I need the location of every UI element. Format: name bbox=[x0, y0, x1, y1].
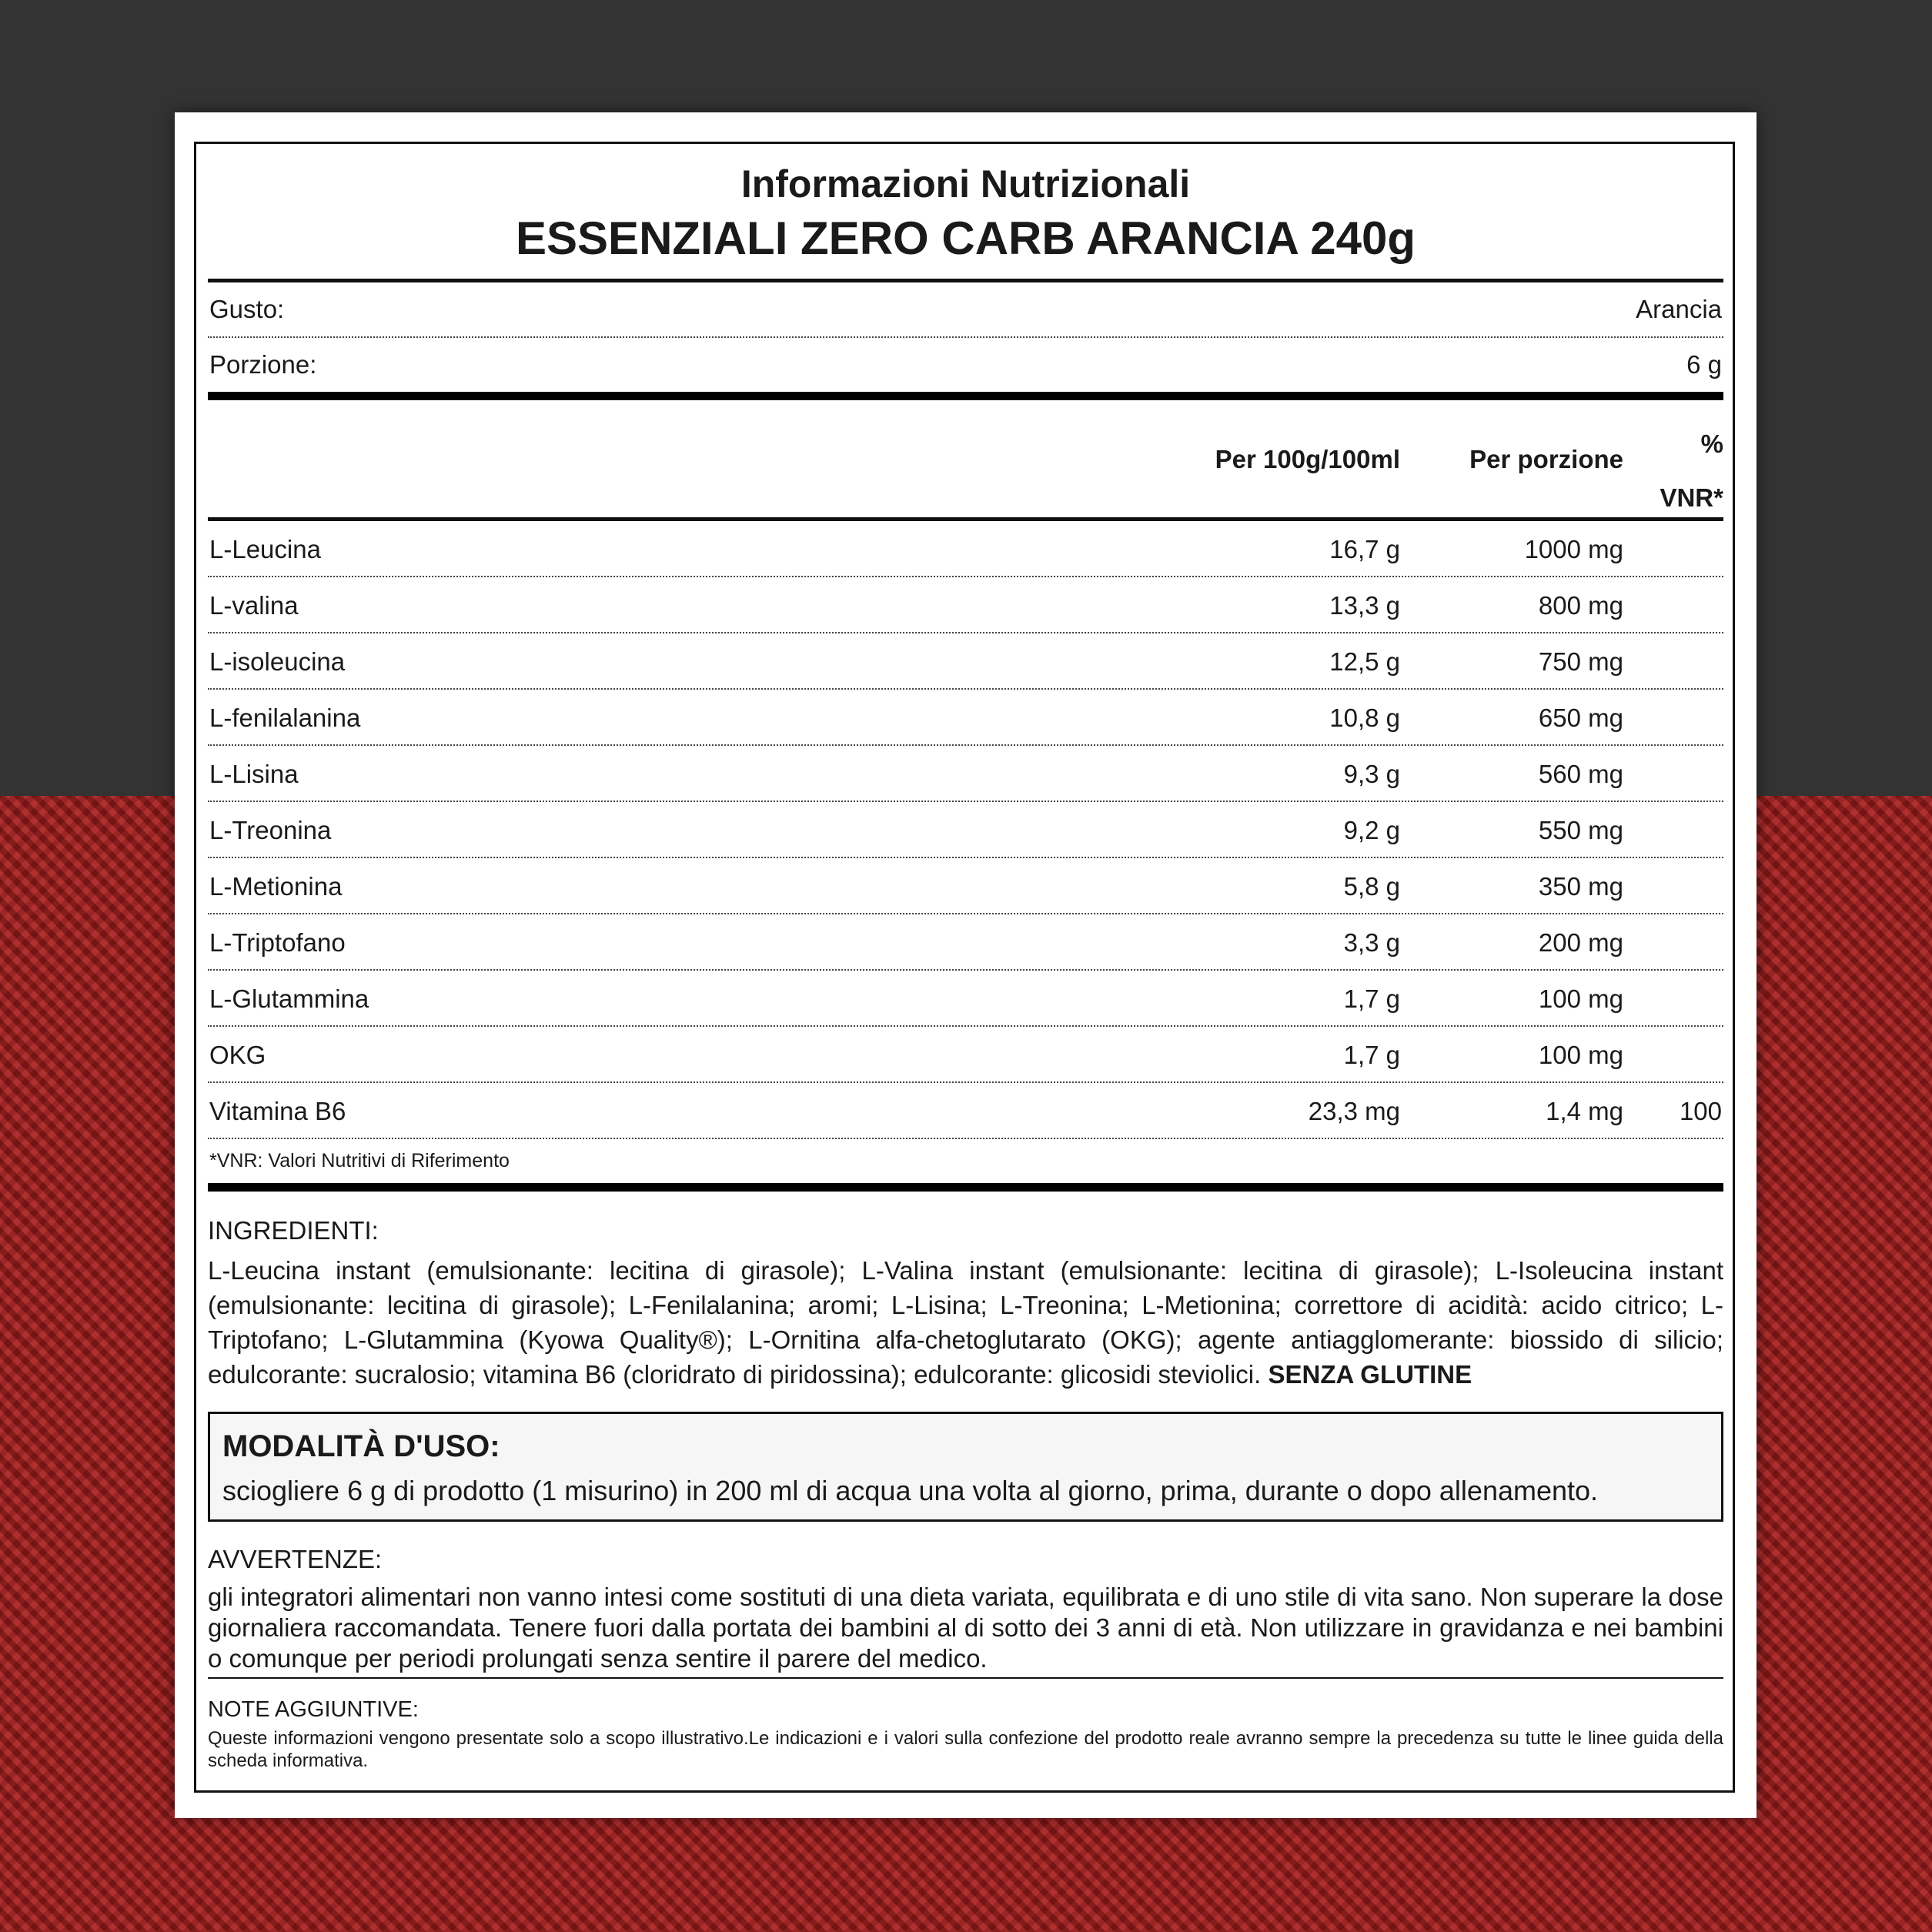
value-per100: 10,8 g bbox=[1329, 704, 1400, 732]
nutrient-name: L-Lisina bbox=[209, 760, 299, 788]
avvertenze-text: gli integratori alimentari non vanno intesi come sostituti di una dieta variata, equilibrata e di uno stile di vita sano. Non superare la dose giornaliera raccomandata. Tenere fuori dalla portata dei bambini al di sotto dei 3 anni di età. Non utilizzare in gravidanza e nei bambini o comunque per periodi prolungati senza sentire il parere del medico. bbox=[208, 1583, 1723, 1673]
ingredienti-text bbox=[208, 1253, 1723, 1392]
modalita-box bbox=[208, 1412, 1723, 1522]
value-per100: 16,7 g bbox=[1329, 535, 1400, 563]
value-porzione: 100 mg bbox=[1538, 984, 1623, 1013]
page-title: Informazioni Nutrizionali bbox=[740, 162, 1191, 206]
vnr-percent: % bbox=[1700, 430, 1723, 458]
table-row bbox=[208, 802, 1723, 857]
value-per100: 13,3 g bbox=[1329, 591, 1400, 620]
vnr-footnote: *VNR: Valori Nutritivi di Riferimento bbox=[209, 1150, 510, 1172]
product-name: ESSENZIALI ZERO CARB ARANCIA 240g bbox=[515, 212, 1416, 264]
table-row bbox=[208, 971, 1723, 1025]
avvertenze-title: AVVERTENZE: bbox=[208, 1545, 383, 1573]
table-row bbox=[208, 1083, 1723, 1138]
value-per100: 9,3 g bbox=[1343, 760, 1400, 788]
nutrient-name: OKG bbox=[209, 1041, 266, 1069]
vnr-label: VNR* bbox=[1660, 483, 1723, 512]
column-header-porzione: Per porzione bbox=[1469, 445, 1623, 473]
nutrient-name: L-Triptofano bbox=[209, 928, 346, 957]
table-header bbox=[208, 400, 1723, 517]
value-porzione: 200 mg bbox=[1538, 928, 1623, 957]
modalita-title: MODALITÀ D'USO: bbox=[222, 1429, 500, 1463]
divider bbox=[208, 392, 1723, 400]
nutrition-table-body bbox=[208, 521, 1723, 1139]
value-porzione: 1,4 mg bbox=[1546, 1097, 1623, 1125]
gusto-row bbox=[208, 282, 1723, 336]
value-per100: 23,3 mg bbox=[1308, 1097, 1400, 1125]
ingredienti-title: INGREDIENTI: bbox=[208, 1216, 379, 1245]
nutrient-name: L-valina bbox=[209, 591, 299, 620]
value-porzione: 350 mg bbox=[1538, 872, 1623, 901]
table-row bbox=[208, 1027, 1723, 1081]
nutrition-card bbox=[175, 112, 1757, 1818]
value-porzione: 100 mg bbox=[1538, 1041, 1623, 1069]
value-porzione: 800 mg bbox=[1538, 591, 1623, 620]
ingredienti-body: L-Leucina instant (emulsionante: lecitina di girasole); L-Valina instant (emulsionante: lecitina di girasole); L-Isoleucina instant (emulsionante: lecitina di girasole); L-Fenilalanina; aromi; L-Lisina; L-Treonina; L-Metionina; correttore di acidità: acido citrico; L-Triptofano; L-Glutammina (Kyowa Quality®); L-Ornitina alfa-chetoglutarato (OKG); agente antiagglomerante: biossido di silicio; edulcorante: sucralosio; vitamina B6 (cloridrato di piridossina); edulcorante: glicosidi steviolici. bbox=[208, 1256, 1723, 1389]
value-vnr: 100 bbox=[1679, 1097, 1722, 1125]
table-row bbox=[208, 577, 1723, 632]
nutrient-name: L-Glutammina bbox=[209, 984, 369, 1013]
modalita-text: sciogliere 6 g di prodotto (1 misurino) in 200 ml di acqua una volta al giorno, prima, durante o dopo allenamento. bbox=[222, 1475, 1599, 1506]
porzione-label: Porzione: bbox=[209, 350, 317, 379]
value-porzione: 650 mg bbox=[1538, 704, 1623, 732]
gusto-value: Arancia bbox=[1636, 295, 1722, 323]
nutrient-name: L-fenilalanina bbox=[209, 704, 361, 732]
porzione-value: 6 g bbox=[1686, 350, 1722, 379]
nutrition-content bbox=[208, 155, 1723, 1772]
nutrient-name: L-Metionina bbox=[209, 872, 343, 901]
table-row bbox=[208, 914, 1723, 969]
value-per100: 9,2 g bbox=[1343, 816, 1400, 844]
nutrient-name: Vitamina B6 bbox=[209, 1097, 346, 1125]
nutrition-frame bbox=[194, 142, 1735, 1793]
value-porzione: 1000 mg bbox=[1524, 535, 1623, 563]
value-per100: 1,7 g bbox=[1343, 984, 1400, 1013]
value-per100: 5,8 g bbox=[1343, 872, 1400, 901]
column-header-vnr bbox=[1660, 417, 1723, 525]
divider bbox=[208, 1183, 1723, 1192]
table-row bbox=[208, 746, 1723, 801]
value-porzione: 560 mg bbox=[1538, 760, 1623, 788]
note-title: NOTE AGGIUNTIVE: bbox=[208, 1697, 419, 1722]
table-row bbox=[208, 633, 1723, 688]
senza-glutine: SENZA GLUTINE bbox=[1268, 1360, 1472, 1389]
gusto-label: Gusto: bbox=[209, 295, 285, 323]
value-per100: 1,7 g bbox=[1343, 1041, 1400, 1069]
value-porzione: 750 mg bbox=[1538, 647, 1623, 676]
nutrient-name: L-Leucina bbox=[209, 535, 321, 563]
column-header-per100: Per 100g/100ml bbox=[1215, 445, 1400, 473]
value-per100: 12,5 g bbox=[1329, 647, 1400, 676]
table-row bbox=[208, 858, 1723, 913]
porzione-row bbox=[208, 338, 1723, 392]
table-row bbox=[208, 521, 1723, 576]
nutrient-name: L-isoleucina bbox=[209, 647, 346, 676]
note-text: Queste informazioni vengono presentate solo a scopo illustrativo.Le indicazioni e i valori sulla confezione del prodotto reale avranno sempre la precedenza su tutte le linee guida della scheda informativa. bbox=[208, 1728, 1723, 1771]
nutrient-name: L-Treonina bbox=[209, 816, 332, 844]
value-porzione: 550 mg bbox=[1538, 816, 1623, 844]
table-row bbox=[208, 690, 1723, 744]
value-per100: 3,3 g bbox=[1343, 928, 1400, 957]
